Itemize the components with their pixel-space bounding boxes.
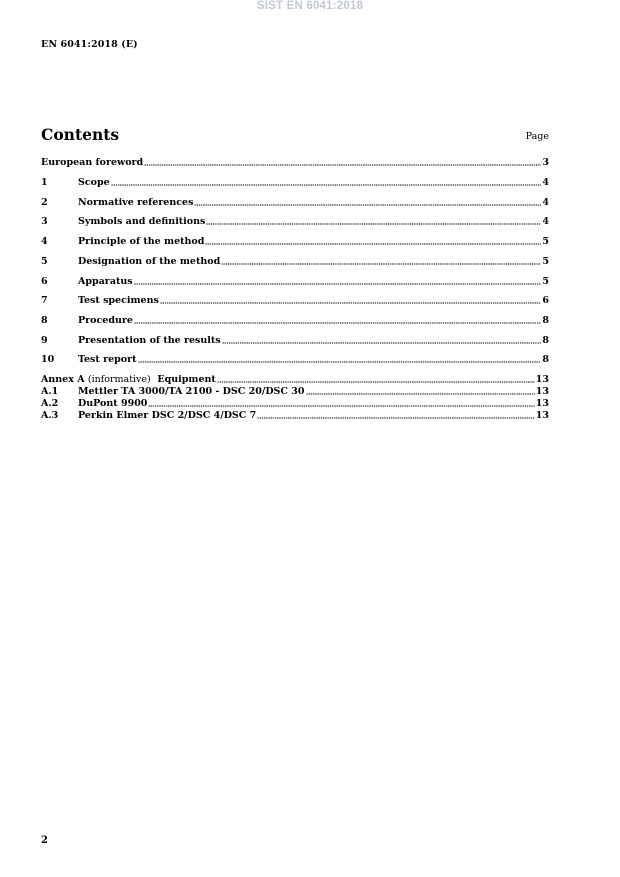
toc-entry-page: 13: [535, 398, 549, 409]
toc-entry-page: 4: [542, 197, 549, 208]
toc-entry-title: Designation of the method: [78, 256, 221, 267]
toc-entry-scope[interactable]: [41, 177, 549, 188]
leader-dots: [160, 296, 542, 304]
toc-entry-number: A.1: [41, 386, 59, 397]
toc-entry-page: 13: [535, 374, 549, 385]
annex-prefix: Annex A: [41, 374, 85, 385]
toc-entry-title: Symbols and definitions: [78, 216, 206, 227]
toc-entry-page: 4: [542, 177, 549, 188]
leader-dots: [144, 158, 541, 166]
toc-entry-annex-a[interactable]: [41, 374, 549, 385]
toc-entry-title: Normative references: [78, 197, 194, 208]
leader-dots: [111, 178, 542, 186]
toc-entry-number: 10: [41, 354, 55, 365]
annex-type: (informative): [87, 374, 151, 385]
toc-entry-number: 3: [41, 216, 48, 227]
toc-entry-page: 8: [542, 354, 549, 365]
toc-entry-principle[interactable]: [41, 236, 549, 247]
leader-dots: [205, 237, 541, 245]
toc-entry-page: 6: [542, 295, 549, 306]
toc-entry-number: 2: [41, 197, 48, 208]
toc-entry-number: 9: [41, 335, 48, 346]
toc-entry-page: 5: [542, 256, 549, 267]
toc-entry-title: European foreword: [41, 157, 144, 168]
toc-entry-title: Apparatus: [78, 276, 133, 287]
toc-entry-page: 13: [535, 386, 549, 397]
leader-dots: [134, 316, 541, 324]
page-number: 2: [41, 835, 48, 846]
toc-entry-annex-a3[interactable]: [41, 410, 549, 421]
annex-title: [41, 374, 216, 385]
leader-dots: [134, 277, 542, 285]
leader-dots: [306, 387, 535, 395]
leader-dots: [138, 355, 542, 363]
toc-entry-page: 4: [542, 216, 549, 227]
toc-entry-test-specimens[interactable]: [41, 295, 549, 306]
leader-dots: [221, 257, 541, 265]
toc-entry-title: Perkin Elmer DSC 2/DSC 4/DSC 7: [78, 410, 257, 421]
toc-entry-annex-a2[interactable]: [41, 398, 549, 409]
toc-entry-page: 8: [542, 335, 549, 346]
toc-entry-number: 4: [41, 236, 48, 247]
toc-entry-page: 3: [542, 157, 549, 168]
leader-dots: [194, 198, 541, 206]
toc-entry-number: 6: [41, 276, 48, 287]
toc-entry-title: Presentation of the results: [78, 335, 221, 346]
toc-entry-normative-references[interactable]: [41, 197, 549, 208]
toc-entry-page: 5: [542, 276, 549, 287]
leader-dots: [257, 411, 534, 419]
toc-entry-foreword[interactable]: [41, 157, 549, 168]
toc-entry-number: 8: [41, 315, 48, 326]
toc-entry-title: Test specimens: [78, 295, 159, 306]
toc-entry-number: 1: [41, 177, 48, 188]
toc-entry-number: 7: [41, 295, 48, 306]
toc-entry-title: DuPont 9900: [78, 398, 148, 409]
toc-entry-number: 5: [41, 256, 48, 267]
leader-dots: [217, 375, 535, 383]
toc-entry-number: A.2: [41, 398, 59, 409]
toc-entry-annex-a1[interactable]: [41, 386, 549, 397]
annex-name: Equipment: [157, 374, 216, 385]
toc-entry-number: A.3: [41, 410, 59, 421]
leader-dots: [222, 336, 542, 344]
page-column-label: Page: [525, 131, 549, 142]
toc-entry-designation[interactable]: [41, 256, 549, 267]
toc-entry-page: 5: [542, 236, 549, 247]
contents-title: Contents: [41, 125, 120, 144]
toc-entry-symbols-definitions[interactable]: [41, 216, 549, 227]
toc-entry-procedure[interactable]: [41, 315, 549, 326]
leader-dots: [148, 399, 534, 407]
toc-entry-test-report[interactable]: [41, 354, 549, 365]
document-id: EN 6041:2018 (E): [41, 39, 138, 50]
toc-entry-title: Test report: [78, 354, 137, 365]
watermark: SIST EN 6041:2018: [256, 0, 364, 12]
toc-entry-apparatus[interactable]: [41, 276, 549, 287]
toc-entry-presentation[interactable]: [41, 335, 549, 346]
toc-entry-title: Principle of the method: [78, 236, 205, 247]
contents-heading-row: [41, 122, 549, 144]
toc-entry-page: 13: [535, 410, 549, 421]
toc-entry-title: Mettler TA 3000/TA 2100 - DSC 20/DSC 30: [78, 386, 305, 397]
toc-entry-title: Scope: [78, 177, 110, 188]
toc-entry-title: Procedure: [78, 315, 133, 326]
leader-dots: [206, 217, 541, 225]
toc-entry-page: 8: [542, 315, 549, 326]
